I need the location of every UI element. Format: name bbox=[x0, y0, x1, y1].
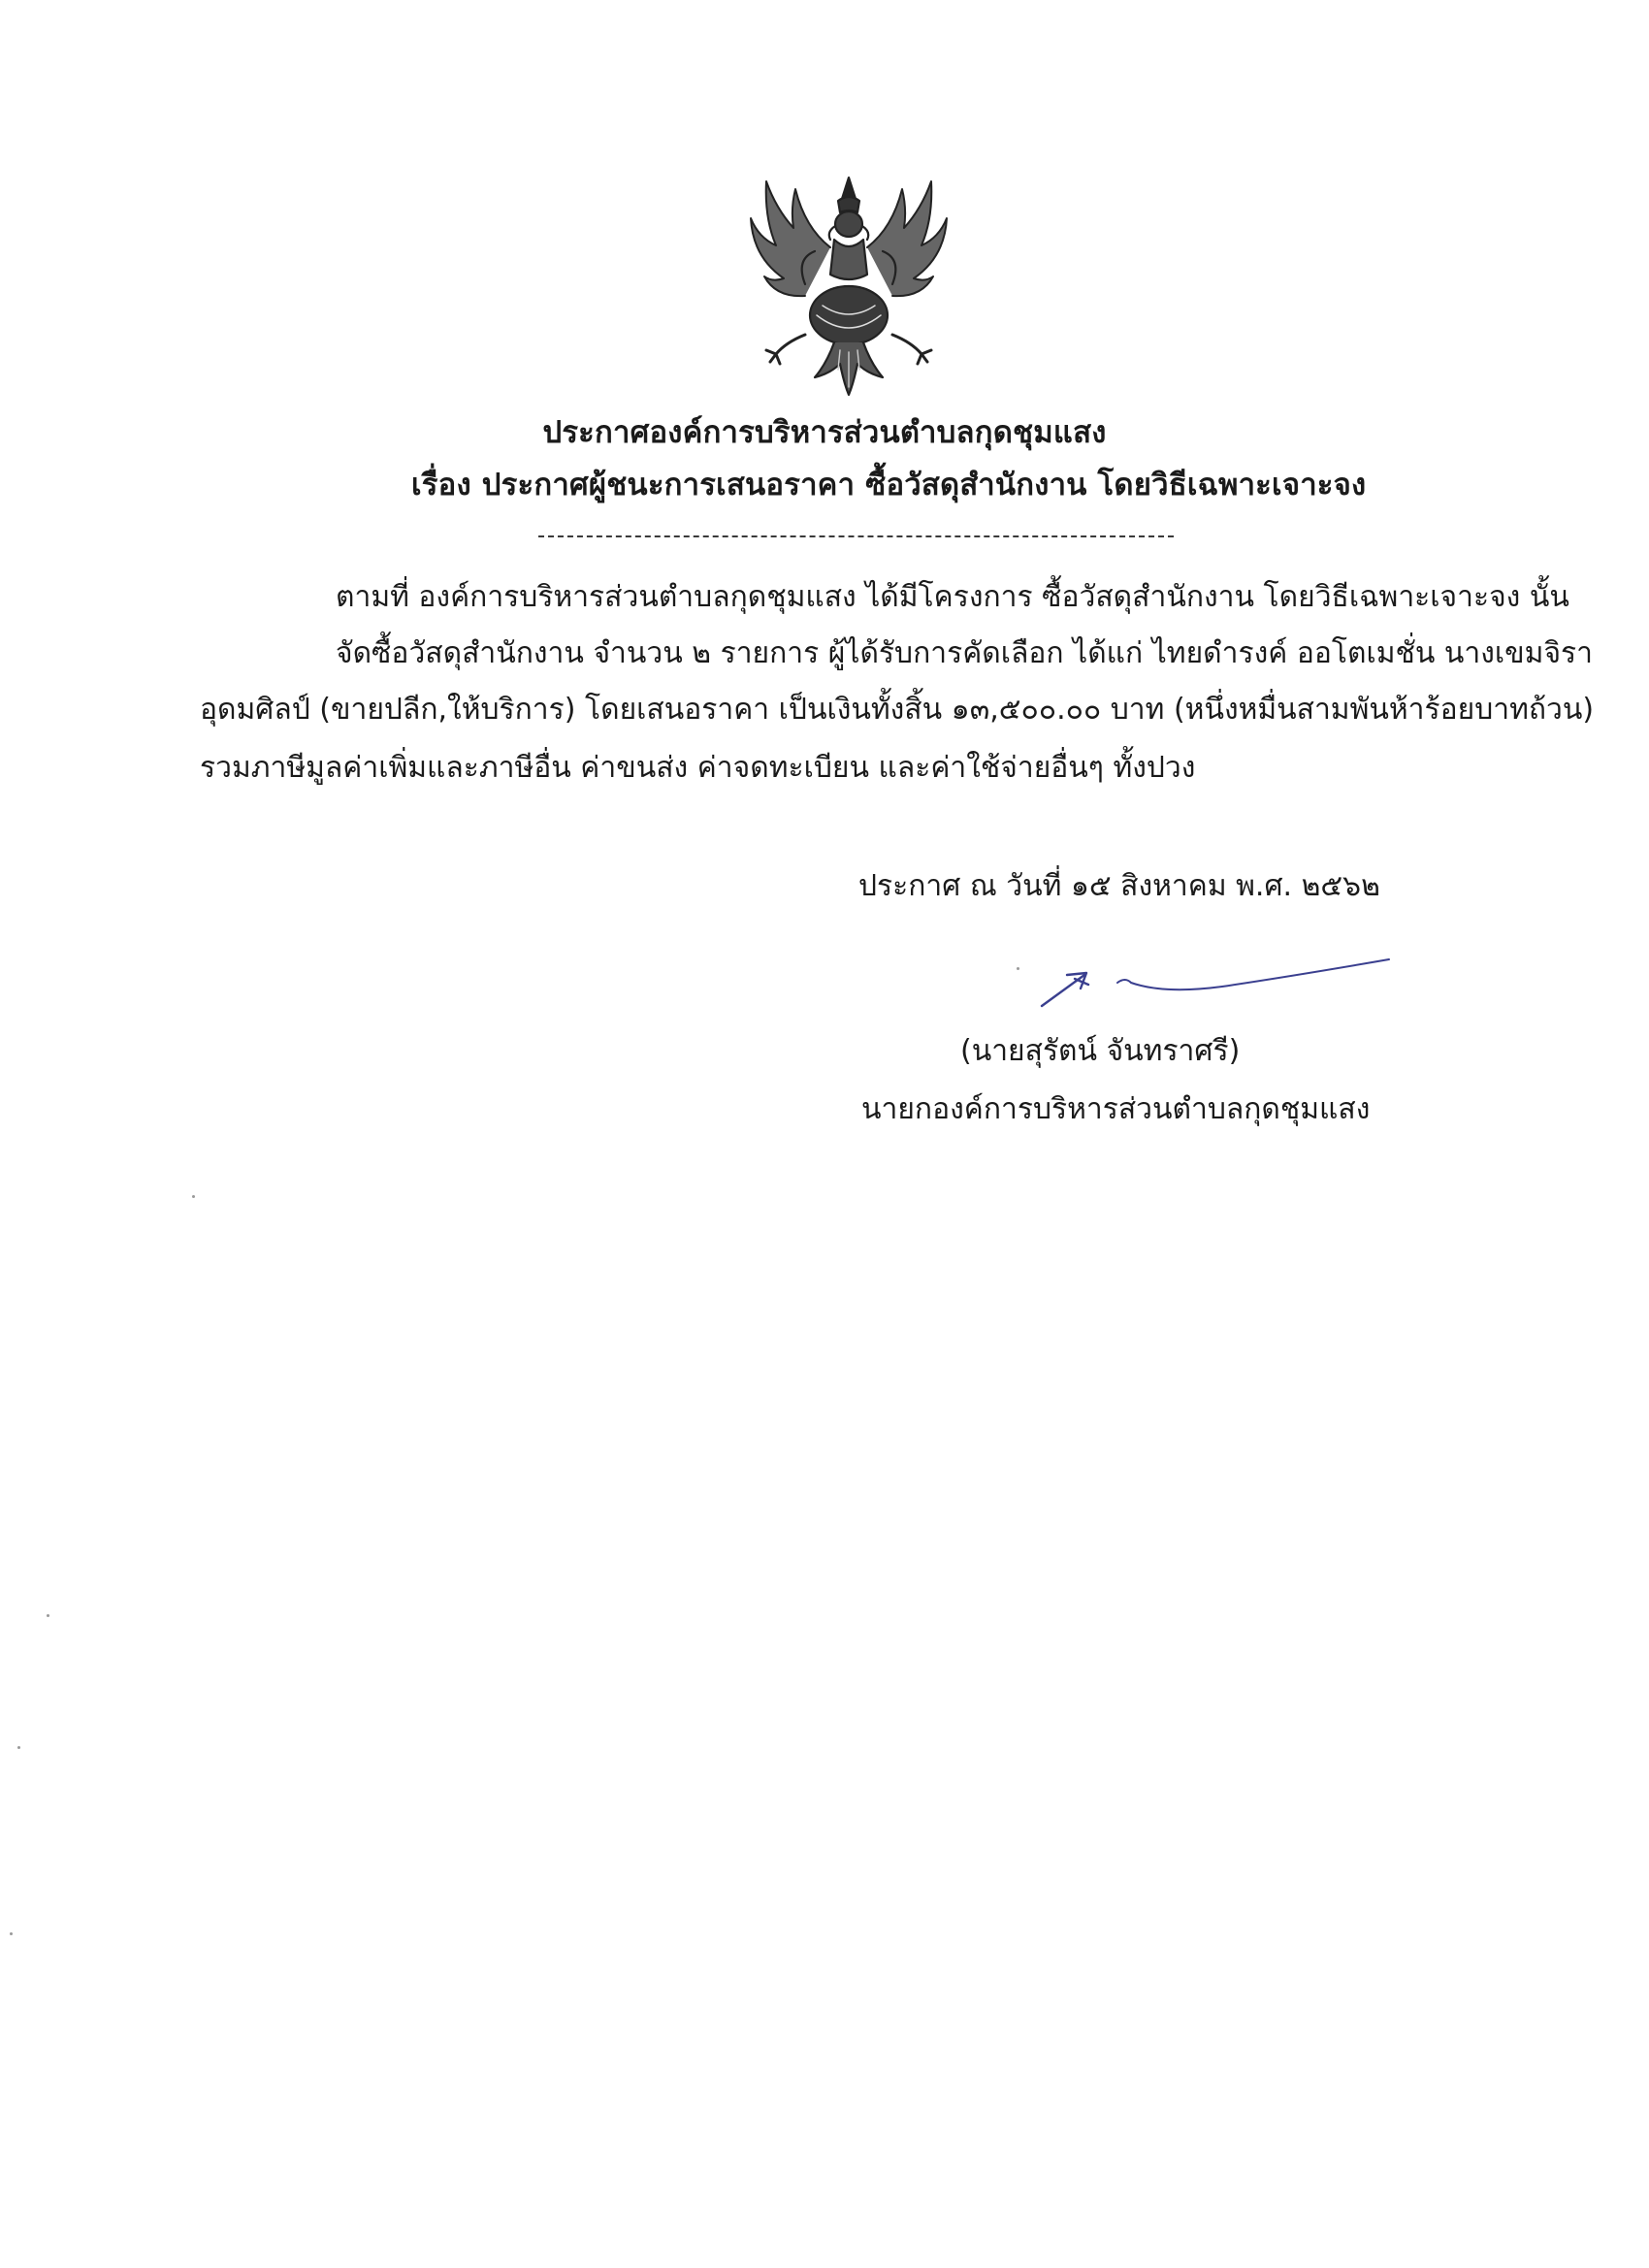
announcement-date: ประกาศ ณ วันที่ ๑๕ สิงหาคม พ.ศ. ๒๕๖๒ bbox=[858, 869, 1380, 903]
scan-speck bbox=[17, 1746, 20, 1749]
scan-speck bbox=[10, 1932, 13, 1935]
scan-speck bbox=[47, 1614, 49, 1617]
body-line-2: จัดซื้อวัสดุสำนักงาน จำนวน ๒ รายการ ผู้ได้รับการคัดเลือก ได้แก่ ไทยดำรงค์ ออโตเมชั่น นางเขมจิรา bbox=[336, 636, 1593, 670]
scan-speck bbox=[1017, 967, 1019, 970]
header-divider bbox=[538, 535, 1174, 537]
body-line-3: อุดมศิลป์ (ขายปลีก,ให้บริการ) โดยเสนอราคา เป็นเงินทั้งสิ้น ๑๓,๕๐๐.๐๐ บาท (หนึ่งหมื่นสามพันห้าร้อยบาทถ้วน) bbox=[200, 693, 1595, 727]
signer-name: (นายสุรัตน์ จันทราศรี) bbox=[960, 1034, 1241, 1068]
scan-speck bbox=[192, 1195, 195, 1198]
handwritten-signature bbox=[1028, 946, 1397, 1014]
body-line-4: รวมภาษีมูลค่าเพิ่มและภาษีอื่น ค่าขนส่ง ค่าจดทะเบียน และค่าใช้จ่ายอื่นๆ ทั้งปวง bbox=[200, 751, 1196, 785]
signer-position: นายกองค์การบริหารส่วนตำบลกุดชุมแสง bbox=[861, 1092, 1371, 1126]
body-line-1: ตามที่ องค์การบริหารส่วนตำบลกุดชุมแสง ได้มีโครงการ ซื้อวัสดุสำนักงาน โดยวิธีเฉพาะเจาะจง นั้น bbox=[336, 580, 1569, 614]
announcement-subject: เรื่อง ประกาศผู้ชนะการเสนอราคา ซื้อวัสดุสำนักงาน โดยวิธีเฉพาะเจาะจง bbox=[411, 468, 1367, 502]
garuda-emblem-icon bbox=[737, 170, 960, 403]
announcement-title: ประกาศองค์การบริหารส่วนตำบลกุดชุมแสง bbox=[542, 415, 1107, 450]
